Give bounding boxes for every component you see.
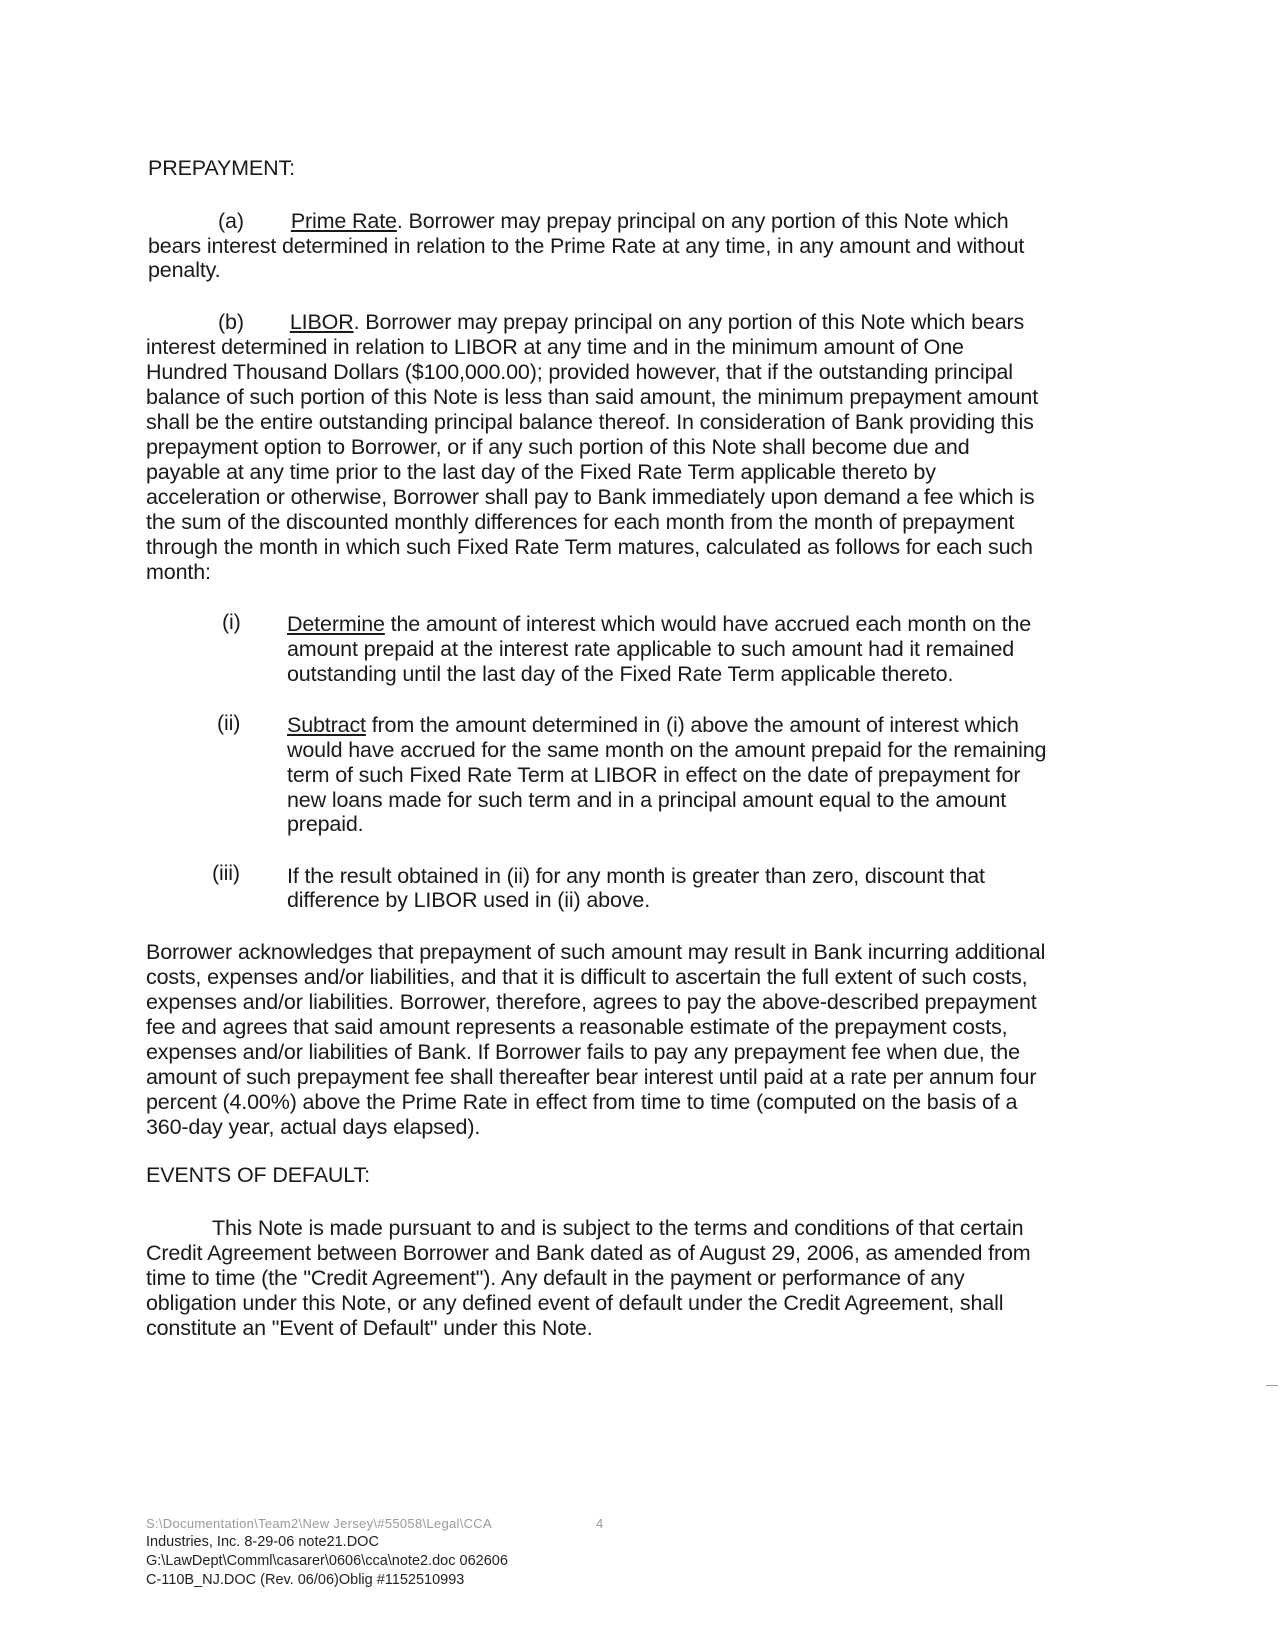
subitem-text: from the amount determined in (i) above the amount of interest which — [365, 713, 1019, 737]
paragraph-text: . Borrower may prepay principal on any portion of this Note which — [396, 209, 1009, 233]
subitem-label: (ii) — [217, 711, 241, 735]
default-line: obligation under this Note, or any defined event of default under the Credit Agreement, shall — [146, 1291, 1004, 1315]
subitem-line: difference by LIBOR used in (ii) above. — [287, 888, 651, 912]
paragraph-line: through the month in which such Fixed Rate Term matures, calculated as follows for each such — [146, 535, 1033, 559]
paragraph-title: LIBOR — [289, 310, 354, 334]
closing-line: percent (4.00%) above the Prime Rate in effect from time to time (computed on the basis of a — [146, 1090, 1018, 1114]
section-heading-events-of-default: EVENTS OF DEFAULT: — [146, 1163, 370, 1187]
subitem-line: term of such Fixed Rate Term at LIBOR in effect on the date of prepayment for — [287, 763, 1021, 787]
paragraph-line: payable at any time prior to the last day of the Fixed Rate Term applicable thereto by — [146, 460, 936, 484]
subitem-label: (i) — [222, 610, 241, 634]
paragraph-line: bears interest determined in relation to the Prime Rate at any time, in any amount and without — [148, 234, 1025, 258]
paragraph-line: month: — [146, 560, 211, 584]
subitem-i — [287, 611, 1031, 637]
paragraph-title: Prime Rate — [290, 209, 397, 233]
closing-line: 360-day year, actual days elapsed). — [146, 1115, 481, 1139]
footer-form-id: C-110B_NJ.DOC (Rev. 06/06)Oblig #1152510993 — [146, 1572, 465, 1588]
paragraph-line: acceleration or otherwise, Borrower shall pay to Bank immediately upon demand a fee which is — [146, 485, 1035, 509]
subitem-keyword: Subtract — [287, 713, 366, 737]
default-line: This Note is made pursuant to and is subject to the terms and conditions of that certain — [212, 1216, 1024, 1240]
subitem-label: (iii) — [212, 861, 240, 885]
default-line: Credit Agreement between Borrower and Bank dated as of August 29, 2006, as amended from — [146, 1241, 1031, 1265]
paragraph-label: (a) — [218, 209, 244, 233]
section-heading-prepayment: PREPAYMENT: — [148, 156, 295, 180]
closing-line: Borrower acknowledges that prepayment of such amount may result in Bank incurring additional — [146, 940, 1046, 964]
paragraph-a — [218, 208, 1009, 234]
subitem-line: amount prepaid at the interest rate applicable to such amount had it remained — [287, 637, 1015, 661]
subitem-line: would have accrued for the same month on the amount prepaid for the remaining — [287, 738, 1047, 762]
closing-line: amount of such prepayment fee shall thereafter bear interest until paid at a rate per annum four — [146, 1065, 1037, 1089]
footer-path-line: G:\LawDept\Comml\casarer\0606\cca\note2.doc 062606 — [146, 1553, 508, 1569]
paragraph-line: Hundred Thousand Dollars ($100,000.00); provided however, that if the outstanding principal — [146, 360, 1013, 384]
paragraph-b — [218, 309, 1024, 335]
paragraph-line: shall be the entire outstanding principal balance thereof. In consideration of Bank providing this — [146, 410, 1034, 434]
page-number: 4 — [596, 1516, 604, 1531]
footer-path-line: Industries, Inc. 8-29-06 note21.DOC — [146, 1534, 379, 1550]
subitem-line: new loans made for such term and in a principal amount equal to the amount — [287, 788, 1007, 812]
closing-line: expenses and/or liabilities of Bank. If Borrower fails to pay any prepayment fee when due, the — [146, 1040, 1020, 1064]
subitem-ii — [287, 712, 1019, 738]
paragraph-label: (b) — [218, 310, 244, 334]
paragraph-text: . Borrower may prepay principal on any portion of this Note which bears — [353, 310, 1025, 334]
subitem-text: the amount of interest which would have accrued each month on the — [384, 612, 1032, 636]
paragraph-line: penalty. — [148, 258, 221, 282]
default-line: constitute an "Event of Default" under this Note. — [146, 1316, 593, 1340]
subitem-iii: If the result obtained in (ii) for any month is greater than zero, discount that — [287, 864, 985, 888]
subitem-line: outstanding until the last day of the Fixed Rate Term applicable thereto. — [287, 662, 954, 686]
paragraph-line: the sum of the discounted monthly differences for each month from the month of prepayment — [146, 510, 1015, 534]
footer-path-line: S:\Documentation\Team2\New Jersey\#55058\Legal\CCA — [146, 1516, 492, 1531]
margin-mark — [1266, 1385, 1278, 1386]
paragraph-line: interest determined in relation to LIBOR at any time and in the minimum amount of One — [146, 335, 964, 359]
default-line: time to time (the "Credit Agreement"). Any default in the payment or performance of any — [146, 1266, 965, 1290]
closing-line: costs, expenses and/or liabilities, and that it is difficult to ascertain the full extent of such costs, — [146, 965, 1028, 989]
paragraph-line: balance of such portion of this Note is less than said amount, the minimum prepayment amount — [146, 385, 1039, 409]
subitem-keyword: Determine — [287, 612, 385, 636]
closing-line: fee and agrees that said amount represents a reasonable estimate of the prepayment costs, — [146, 1015, 1008, 1039]
subitem-line: prepaid. — [287, 812, 364, 836]
paragraph-line: prepayment option to Borrower, or if any such portion of this Note shall become due and — [146, 435, 970, 459]
closing-line: expenses and/or liabilities. Borrower, therefore, agrees to pay the above-described prepayment — [146, 990, 1037, 1014]
